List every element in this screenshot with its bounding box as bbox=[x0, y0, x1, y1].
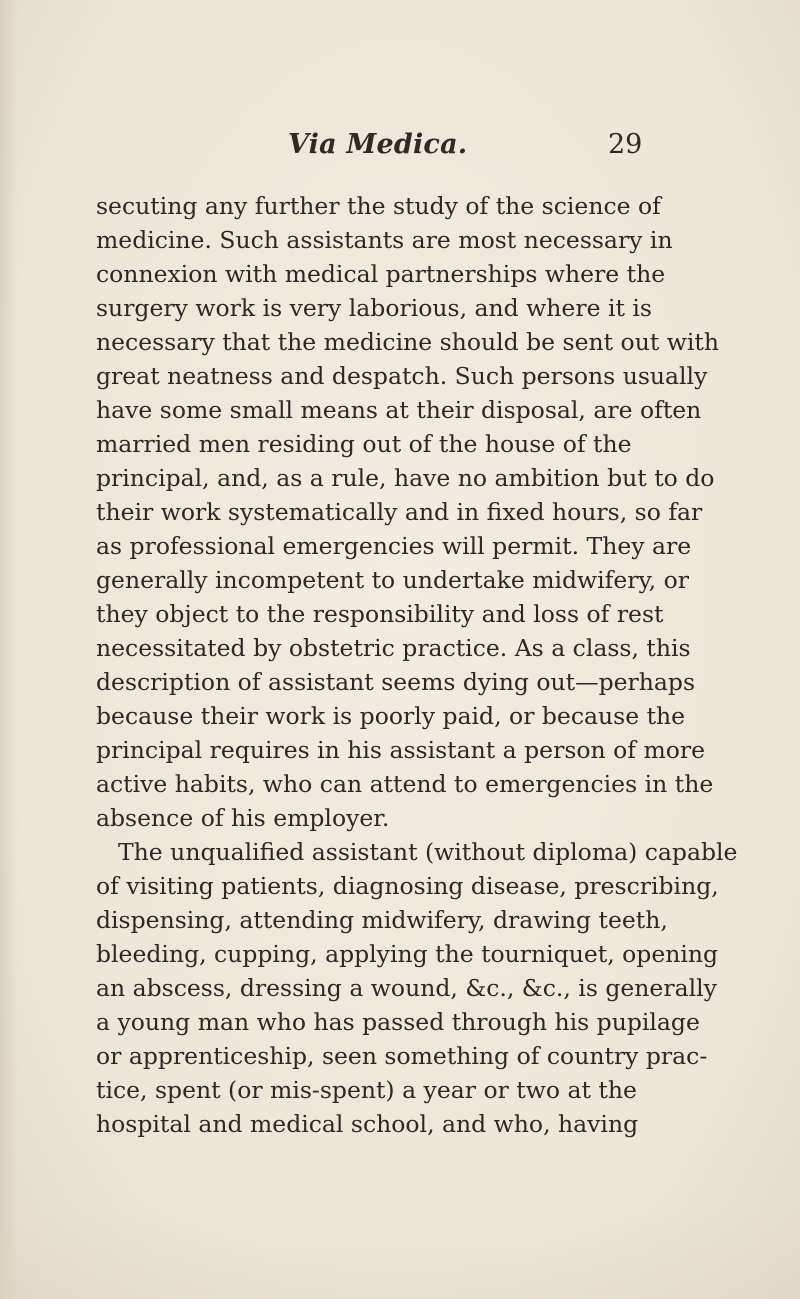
text-line: their work systematically and in fixed hours, so far bbox=[96, 498, 703, 526]
text-line: description of assistant seems dying out—perhaps bbox=[96, 668, 696, 696]
text-line: necessary that the medicine should be sent out with bbox=[96, 328, 719, 356]
text-line: principal requires in his assistant a person of more bbox=[96, 736, 706, 764]
text-line: an abscess, dressing a wound, &c., &c., is generally bbox=[96, 974, 717, 1002]
page-lower-margin bbox=[0, 1209, 800, 1299]
text-line: a young man who has passed through his pupilage bbox=[96, 1008, 700, 1036]
running-title: Via Medica. bbox=[288, 129, 468, 160]
text-line: secuting any further the study of the science of bbox=[96, 192, 661, 220]
text-line: tice, spent (or mis-spent) a year or two at the bbox=[96, 1076, 637, 1104]
text-line: active habits, who can attend to emergencies in the bbox=[96, 770, 714, 798]
text-line: because their work is poorly paid, or because the bbox=[96, 702, 686, 730]
text-line: medicine. Such assistants are most necessary in bbox=[96, 226, 673, 254]
text-line: of visiting patients, diagnosing disease, prescribing, bbox=[96, 872, 719, 900]
text-line: dispensing, attending midwifery, drawing teeth, bbox=[96, 906, 668, 934]
text-line: married men residing out of the house of the bbox=[96, 430, 632, 458]
text-line: they object to the responsibility and loss of rest bbox=[96, 600, 664, 628]
text-line: or apprenticeship, seen something of country prac- bbox=[96, 1042, 708, 1070]
text-line: necessitated by obstetric practice. As a class, this bbox=[96, 634, 691, 662]
text-line: great neatness and despatch. Such persons usually bbox=[96, 362, 708, 390]
running-header bbox=[0, 129, 800, 169]
text-line: generally incompetent to undertake midwifery, or bbox=[96, 566, 689, 594]
text-line: principal, and, as a rule, have no ambition but to do bbox=[96, 464, 715, 492]
text-line: absence of his employer. bbox=[96, 804, 390, 832]
text-line: connexion with medical partnerships where the bbox=[96, 260, 666, 288]
page-number: 29 bbox=[608, 129, 643, 160]
text-line: bleeding, cupping, applying the tourniquet, opening bbox=[96, 940, 719, 968]
text-line: hospital and medical school, and who, having bbox=[96, 1110, 639, 1138]
text-line: as professional emergencies will permit. They are bbox=[96, 532, 692, 560]
text-line: have some small means at their disposal, are often bbox=[96, 396, 702, 424]
paragraph-first-line: The unqualified assistant (without diploma) capable bbox=[118, 838, 738, 866]
page-fold-shadow bbox=[0, 0, 18, 1299]
text-line: surgery work is very laborious, and where it is bbox=[96, 294, 652, 322]
